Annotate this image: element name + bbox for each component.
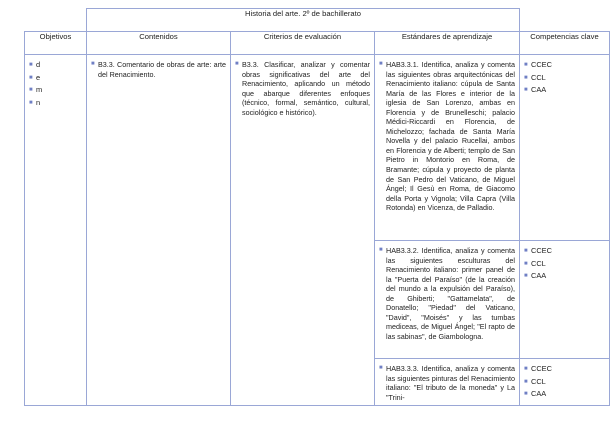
table-row [25, 55, 610, 241]
bullet-icon: ■ [524, 273, 528, 279]
header-row [25, 32, 610, 55]
competencias-cell-3 [520, 359, 610, 406]
bullet-icon: ■ [524, 74, 528, 81]
curriculum-table [24, 8, 610, 406]
list-item: ■ CAA [524, 271, 547, 280]
bullet-icon: ■ [29, 74, 33, 81]
criterios-cell [231, 55, 375, 406]
title-row [25, 9, 610, 32]
header-objetivos: Objetivos [25, 32, 87, 55]
bullet-icon: ■ [524, 378, 528, 385]
estandar-text: HAB3.3.1. Identifica, analiza y comenta las siguientes obras arquitectónicas del Renacimiento italiano: cúpula de Santa María de las Flores e interior de la iglesia de San Lorenzo, ambas en Florencia y de Brunelleschi; palacio Médici-Riccardi en Florencia, de Michelozzo; fachada de Santa María Novella y del palacio Rucellai, ambos en Florencia y de Alberti; templo de San Pietro in Montorio en Roma, de Bramante; cúpula y proyecto de planta de San Pedro del Vaticano, de Miguel Ángel; Il Gesù en Roma, de Giacomo della Porta y Vignola; Villa Capra (Villa Rotonda) en Vicenza, de Palladio. [386, 60, 515, 213]
bullet-icon: ■ [29, 87, 33, 93]
list-item: ■ CAA [524, 389, 547, 398]
bullet-icon: ■ [379, 61, 383, 67]
list-item: ■ e [29, 72, 41, 82]
objetivos-list [25, 55, 86, 111]
title-spacer-right [520, 9, 610, 32]
bullet-icon: ■ [524, 366, 528, 372]
contenidos-cell [87, 55, 231, 406]
list-item: ■ CCEC [524, 246, 552, 255]
bullet-icon: ■ [91, 61, 95, 67]
competencias-list [520, 241, 609, 285]
bullet-icon: ■ [29, 62, 33, 68]
bullet-icon: ■ [524, 248, 528, 254]
bullet-icon: ■ [524, 260, 528, 267]
list-item: ■ CCEC [524, 60, 552, 69]
list-item: ■ CCL [524, 258, 546, 268]
list-item: ■ CCEC [524, 364, 552, 373]
competencias-list [520, 55, 609, 99]
contenidos-text: B3.3. Comentario de obras de arte: arte del Renacimiento. [98, 60, 226, 79]
bullet-icon: ■ [524, 62, 528, 68]
title-spacer [25, 9, 87, 32]
list-item: ■ n [29, 97, 41, 107]
list-item: ■ CAA [524, 85, 547, 94]
estandar-text: HAB3.3.2. Identifica, analiza y comenta las siguientes esculturas del Renacimiento italiano: primer panel de la "Puerta del Paraíso" (de la creación del mundo a la expulsión del Paraíso), de Ghiberti; "Gattamelata", de Donatello; "Piedad" del Vaticano, "David", "Moisés" y las tumbas mediceas, de Miguel Ángel; "El rapto de las sabinas", de Giambologna. [386, 246, 515, 341]
list-item: ■ CCL [524, 72, 546, 82]
competencias-cell-2 [520, 241, 610, 359]
estandar-cell-1 [375, 55, 520, 241]
objetivos-cell [25, 55, 87, 406]
competencias-list [520, 359, 609, 403]
criterio-text: B3.3. Clasificar, analizar y comentar obras significativas del arte del Renacimiento, aplicando un método que abarque diferentes enfoques (técnico, formal, semántico, cultural, sociológico e histórico). [242, 60, 370, 117]
list-item: ■ m [29, 85, 43, 94]
estandar-text: HAB3.3.3. Identifica, analiza y comenta las siguientes pinturas del Renacimiento italiano: "El tributo de la moneda" y La "Trini- [386, 364, 515, 402]
bullet-icon: ■ [379, 247, 383, 253]
bullet-icon: ■ [524, 391, 528, 397]
bullet-icon: ■ [524, 87, 528, 93]
table-title: Historia del arte. 2º de bachillerato [87, 9, 520, 32]
bullet-icon: ■ [379, 365, 383, 371]
estandar-cell-3 [375, 359, 520, 406]
competencias-cell-1 [520, 55, 610, 241]
bullet-icon: ■ [29, 99, 33, 106]
list-item: ■ d [29, 60, 41, 69]
list-item: ■ CCL [524, 376, 546, 386]
bullet-icon: ■ [235, 61, 239, 67]
header-criterios: Criterios de evaluación [231, 32, 375, 55]
header-competencias: Competencias clave [520, 32, 610, 55]
header-contenidos: Contenidos [87, 32, 231, 55]
header-estandares: Estándares de aprendizaje [375, 32, 520, 55]
estandar-cell-2 [375, 241, 520, 359]
